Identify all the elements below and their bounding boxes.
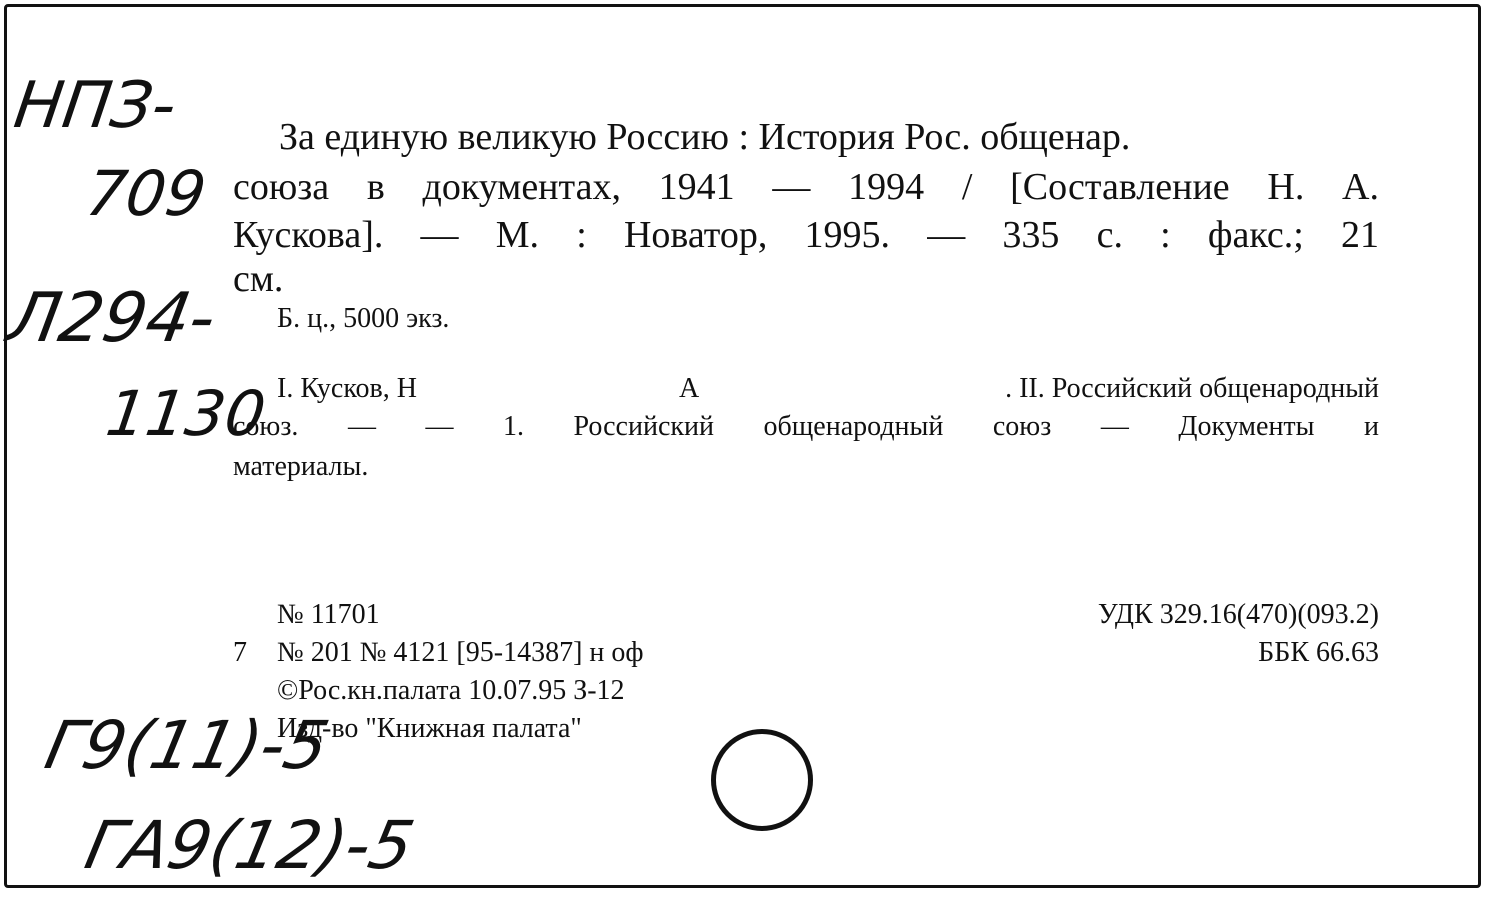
order-numbers: № 201 № 4121 [95-14387] н оф — [277, 637, 644, 668]
udk-code: УДК 329.16(470)(093.2) — [1097, 599, 1379, 630]
subject-line-1a: I. Кусков, Н — [277, 373, 417, 404]
handwritten-mark-2: 709 — [81, 157, 211, 230]
record-line-1: За единую великую Россию : История Рос. общенар. — [279, 116, 1131, 158]
card-number: № 11701 — [277, 599, 380, 630]
subject-line-3: материалы. — [233, 451, 369, 482]
handwritten-mark-1: НПЗ- — [9, 69, 181, 143]
bbk-code: ББК 66.63 — [1258, 637, 1379, 668]
publisher-line: Изд-во "Книжная палата" — [277, 713, 582, 744]
record-line-4: см. — [233, 258, 284, 300]
handwritten-class-2: ГА9(12)-5 — [78, 807, 421, 884]
handwritten-mark-4: 1130 — [101, 377, 270, 450]
record-line-3: Кускова]. — М. : Новатор, 1995. — 335 с. : факс.; 21 — [233, 214, 1379, 256]
subject-line-1c: . II. Российский общенародный — [1005, 373, 1379, 404]
subject-line-1b: А — [679, 373, 700, 404]
handdrawn-circle — [711, 729, 813, 831]
handwritten-class-1: Г9(11)-5 — [38, 707, 336, 784]
record-line-2: союза в документах, 1941 — 1994 / [Составление Н. А. — [233, 166, 1379, 208]
price-note: Б. ц., 5000 экз. — [277, 303, 450, 334]
handwritten-mark-3: Л294- — [2, 279, 222, 358]
copyright-line: ©Рос.кн.палата 10.07.95 З-12 — [277, 675, 625, 706]
card-seven: 7 — [233, 637, 247, 668]
subject-line-2: союз. — — 1. Российский общенародный союз — Документы и — [233, 411, 1379, 442]
catalog-card — [4, 4, 1481, 888]
